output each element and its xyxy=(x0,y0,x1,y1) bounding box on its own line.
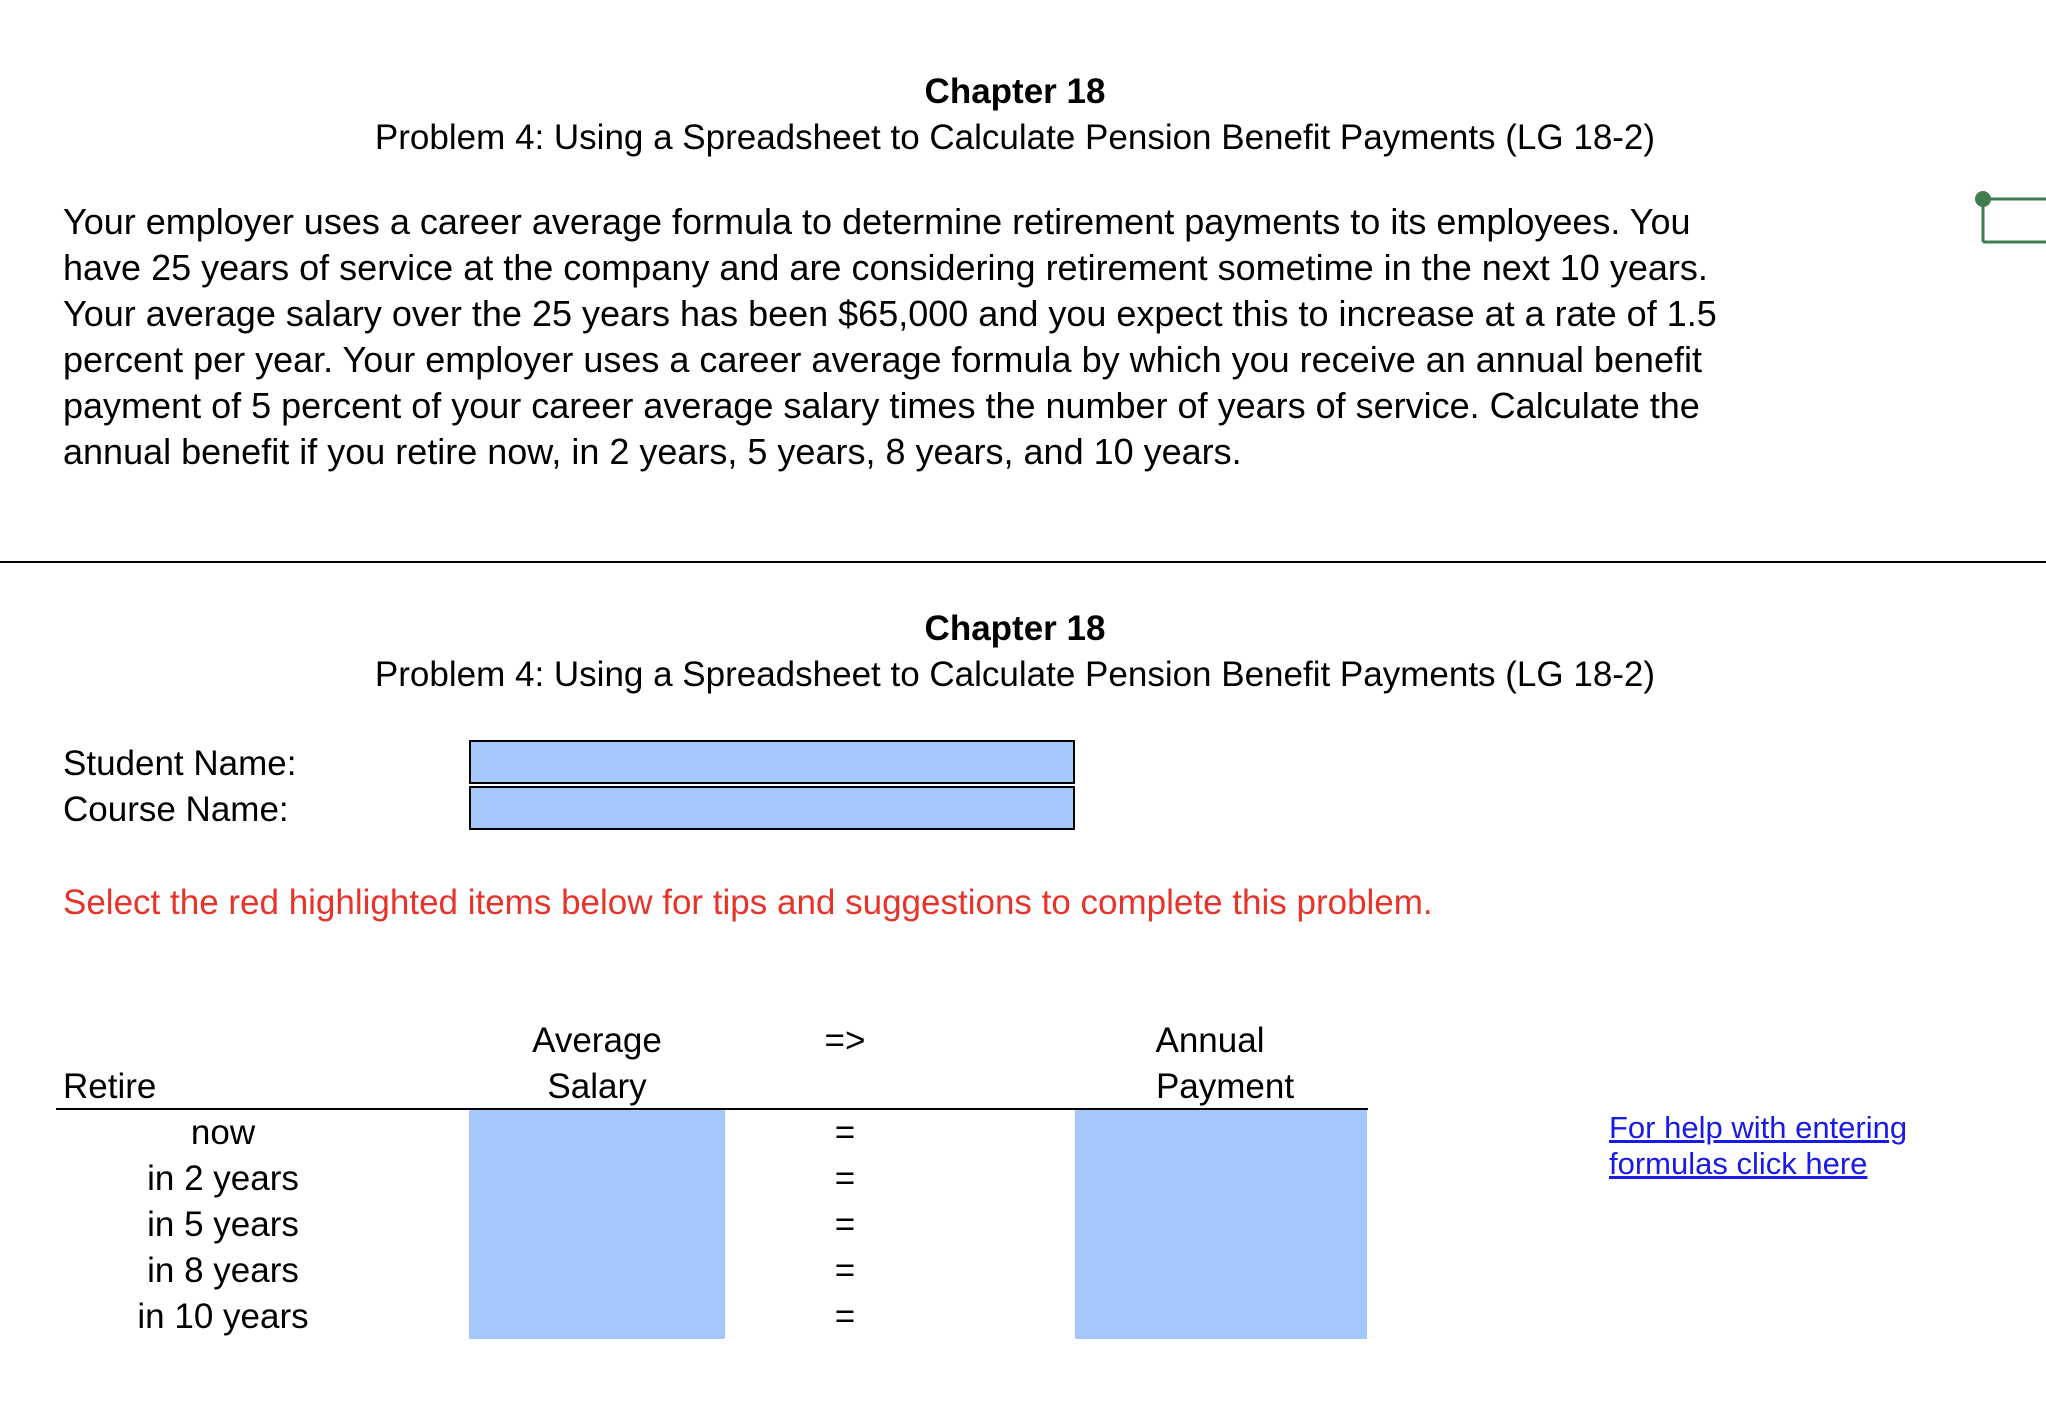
worksheet-problem-title: Problem 4: Using a Spreadsheet to Calculate Pension Benefit Payments (LG 18-2) xyxy=(374,655,1656,694)
retire-label: now xyxy=(190,1113,256,1152)
top-problem-title: Problem 4: Using a Spreadsheet to Calculate Pension Benefit Payments (LG 18-2) xyxy=(374,118,1656,157)
student-name-input[interactable] xyxy=(469,740,1075,784)
average-salary-input-column[interactable] xyxy=(469,1110,725,1339)
equals-sign: = xyxy=(834,1159,856,1198)
retire-label: in 2 years xyxy=(147,1159,299,1198)
annual-payment-header-line2: Payment xyxy=(1155,1067,1295,1106)
equals-sign: = xyxy=(834,1205,856,1244)
course-name-input[interactable] xyxy=(469,786,1075,830)
prompt-line: Your average salary over the 25 years has been $65,000 and you expect this to increase at a rate of 1.5 xyxy=(63,293,1717,334)
arrow-header: => xyxy=(824,1021,866,1060)
equals-sign: = xyxy=(834,1113,856,1152)
annual-payment-header-line1: Annual xyxy=(1155,1021,1265,1060)
course-name-label: Course Name: xyxy=(63,790,289,829)
retire-label: in 8 years xyxy=(147,1251,299,1290)
equals-sign: = xyxy=(834,1251,856,1290)
tips-instruction[interactable]: Select the red highlighted items below for tips and suggestions to complete this problem. xyxy=(63,883,1433,922)
prompt-line: Your employer uses a career average formula to determine retirement payments to its employees. You xyxy=(63,201,1691,242)
average-salary-header-line2: Salary xyxy=(547,1067,647,1106)
worksheet-chapter-title: Chapter 18 xyxy=(924,609,1106,648)
section-divider xyxy=(0,561,2046,563)
prompt-line: have 25 years of service at the company and are considering retirement sometime in the next 10 years. xyxy=(63,247,1708,288)
retire-label: in 10 years xyxy=(137,1297,309,1336)
comment-indicator-icon[interactable] xyxy=(1975,188,2046,244)
retire-column-header: Retire xyxy=(63,1067,157,1106)
prompt-line: payment of 5 percent of your career average salary times the number of years of service. Calculate the xyxy=(63,385,1700,426)
formula-help-link[interactable]: For help with entering formulas click here xyxy=(1609,1110,1908,1181)
equals-sign: = xyxy=(834,1297,856,1336)
average-salary-header-line1: Average xyxy=(532,1021,662,1060)
student-name-label: Student Name: xyxy=(63,744,297,783)
retire-label: in 5 years xyxy=(147,1205,299,1244)
annual-payment-input-column[interactable] xyxy=(1075,1110,1367,1339)
prompt-line: percent per year. Your employer uses a career average formula by which you receive an annual benefit xyxy=(63,339,1702,380)
top-chapter-title: Chapter 18 xyxy=(924,72,1106,111)
prompt-line: annual benefit if you retire now, in 2 years, 5 years, 8 years, and 10 years. xyxy=(63,431,1242,472)
